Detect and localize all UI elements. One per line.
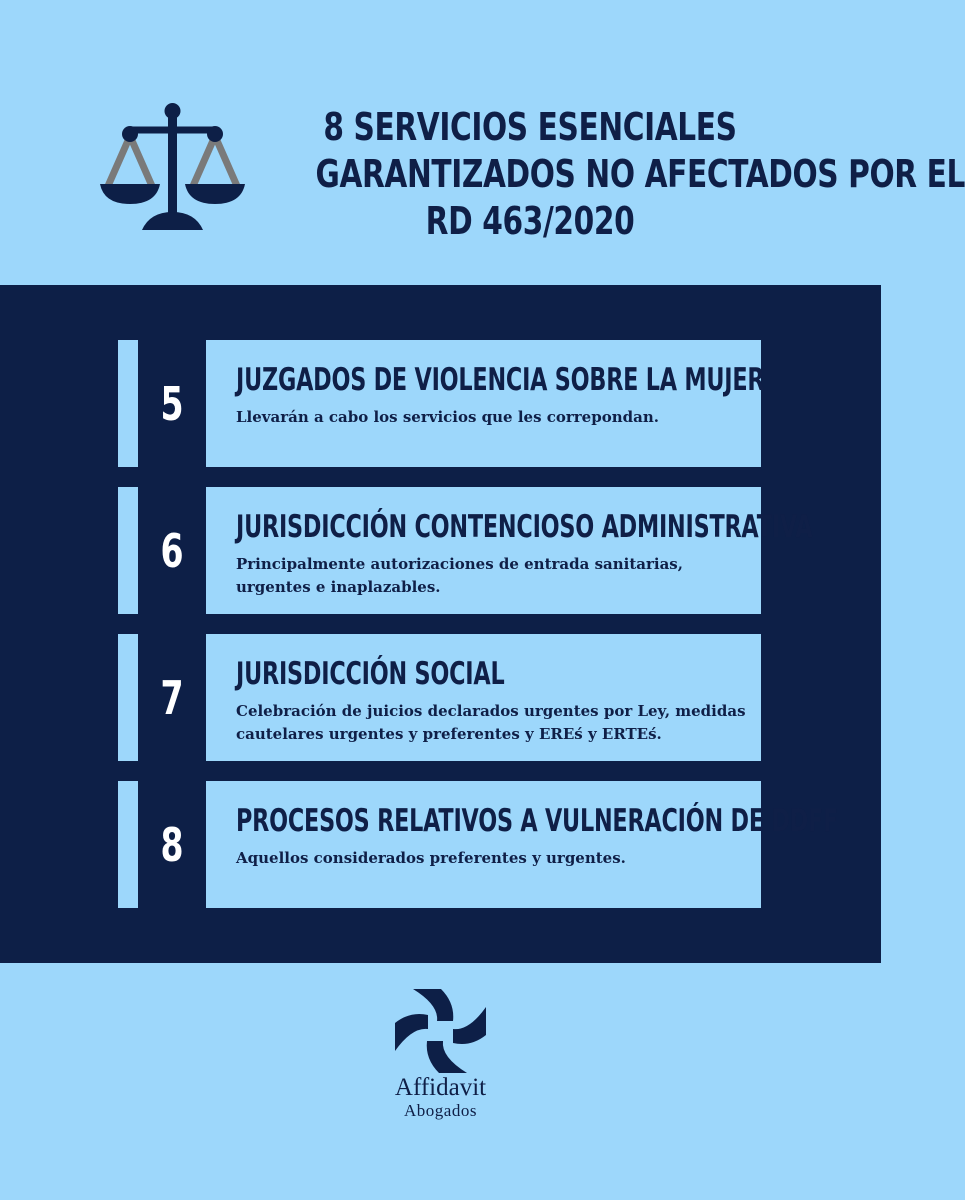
brand-name: Affidavit <box>394 1074 487 1101</box>
scales-of-justice-icon <box>100 100 245 232</box>
service-card-7 <box>118 634 761 761</box>
service-title: JURISDICCIÓN CONTENCIOSO ADMINISTRATIVA <box>236 509 813 545</box>
page-title <box>315 104 965 245</box>
service-title: JURISDICCIÓN SOCIAL <box>236 656 505 692</box>
service-title: PROCESOS RELATIVOS A VULNERACIÓN DE DDFF <box>236 803 839 839</box>
header <box>0 0 965 285</box>
service-card-6 <box>118 487 813 614</box>
service-number: 6 <box>138 487 206 614</box>
service-card-8 <box>118 781 839 908</box>
service-description: Aquellos considerados preferentes y urgentes. <box>236 849 626 867</box>
service-description: Principalmente autorizaciones de entrada sanitarias, urgentes e inaplazables. <box>236 555 683 596</box>
title-line-1: 8 SERVICIOS ESENCIALES <box>323 105 737 149</box>
service-title: JUZGADOS DE VIOLENCIA SOBRE LA MUJER <box>236 362 765 398</box>
service-card-5 <box>118 340 765 467</box>
service-description: Celebración de juicios declarados urgentes por Ley, medidas cautelares urgentes y preferentes y EREś y ERTEś. <box>236 702 746 743</box>
service-number: 5 <box>138 340 206 467</box>
service-number: 7 <box>138 634 206 761</box>
affidavit-logo-icon <box>393 985 488 1075</box>
title-line-2: GARANTIZADOS NO AFECTADOS POR EL <box>315 152 965 196</box>
brand-subtitle: Abogados <box>404 1101 477 1120</box>
service-description: Llevarán a cabo los servicios que les correpondan. <box>236 408 659 426</box>
title-line-3: RD 463/2020 <box>425 199 635 243</box>
service-number: 8 <box>138 781 206 908</box>
